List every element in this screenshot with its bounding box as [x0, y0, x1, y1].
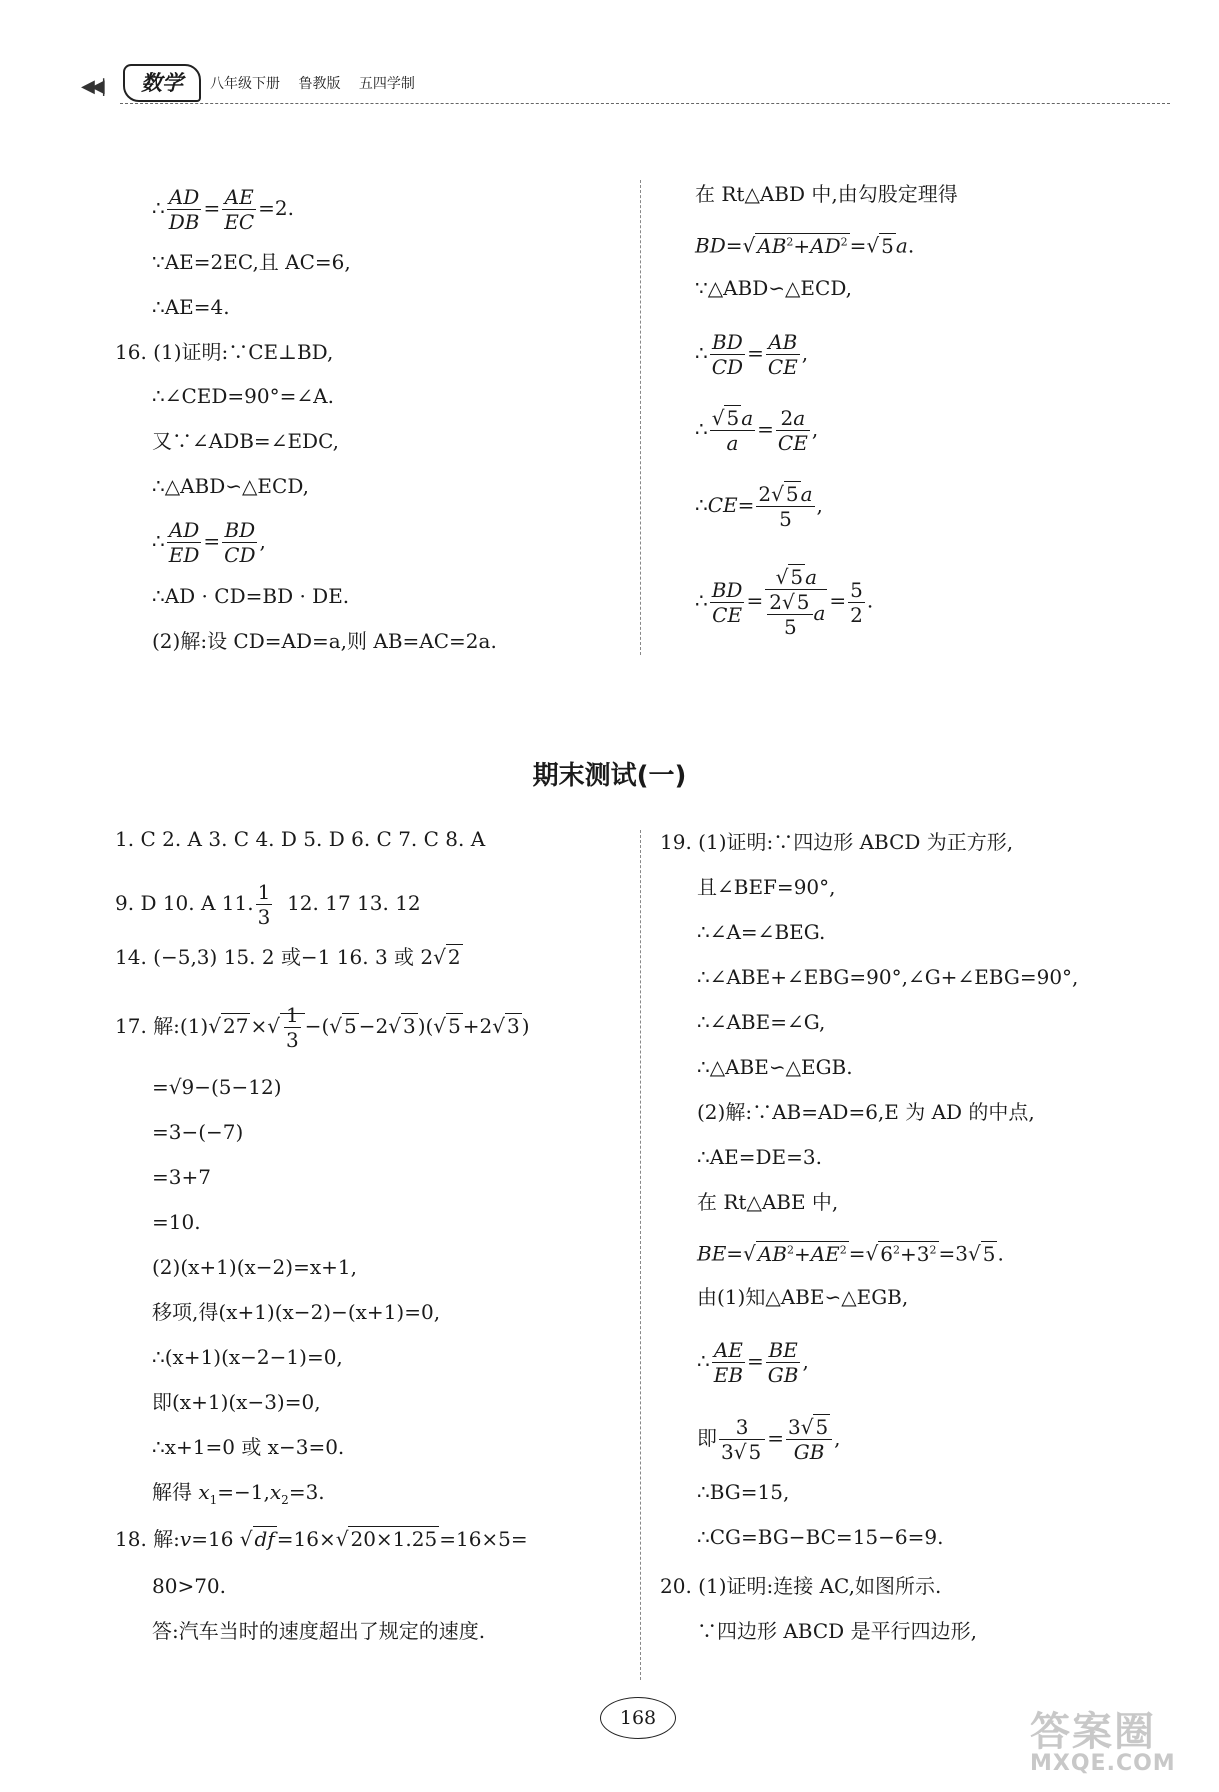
column-divider-top — [640, 180, 641, 655]
problem-17-heading: 17. 解:(1)√ 27 ×√ $\frac{1}{3}$ −(√ 5 −2√ 3 )(√ 5 +2√ 3 ) — [115, 1003, 530, 1052]
text-line: =3+7 — [152, 1165, 211, 1189]
text-line: ∴∠ABE+∠EBG=90°,∠G+∠EBG=90°, — [697, 965, 1079, 989]
ratio-equation: ∴ $\frac{AD}{DB}$ = $\frac{AE}{EC}$ =2. — [152, 185, 294, 234]
problem-19-heading: 19. (1)证明:∵四边形 ABCD 为正方形, — [660, 830, 1014, 854]
text-line: ∴x+1=0 或 x−3=0. — [152, 1435, 345, 1459]
edition-label: 鲁教版 — [298, 76, 341, 92]
roots-line: 解得 $x_1=-1,x_2=3$. — [152, 1480, 325, 1507]
problem-16-heading: 16. (1)证明:∵CE⊥BD, — [115, 340, 334, 364]
text-line: ∴(x+1)(x−2−1)=0, — [152, 1345, 343, 1369]
pythagoras-equation: BD=√ $AB^2+AD^2$ =√ 5 a. — [695, 233, 915, 258]
final-ratio-equation: ∴ $\frac{BD}{CE}$ = √ 5 a $\frac{2√ 5}{5}$ a = $\frac{5}{2}$ . — [695, 565, 874, 639]
text-line: 在 Rt△ABD 中,由勾股定理得 — [695, 182, 958, 206]
text-line: 80>70. — [152, 1574, 227, 1598]
text-line: =10. — [152, 1210, 201, 1234]
text-line: 又∵∠ADB=∠EDC, — [152, 429, 340, 453]
ratio-equation: 即 $\frac{3}{3√ 5}$ = $\frac{3√ 5}{GB}$ , — [697, 1415, 841, 1464]
text-line: ∵△ABD∽△ECD, — [695, 276, 853, 300]
grade-label: 八年级下册 — [210, 76, 280, 92]
text-line: 移项,得(x+1)(x−2)−(x+1)=0, — [152, 1300, 441, 1324]
text-line: ∵AE=2EC,且 AC=6, — [152, 250, 351, 274]
text-line: ∴∠A=∠BEG. — [697, 920, 826, 944]
text-line: ∴∠CED=90°=∠A. — [152, 384, 334, 408]
text-line: 由(1)知△ABE∽△EGB, — [697, 1285, 909, 1309]
text-line: ∴△ABE∽△EGB. — [697, 1055, 853, 1079]
text-line: ∴AD · CD=BD · DE. — [152, 584, 350, 608]
page-header — [75, 60, 1170, 110]
text-line: 且∠BEF=90°, — [697, 875, 836, 899]
text-line: ∴△ABD∽△ECD, — [152, 474, 310, 498]
watermark-text: 答案圈 — [1030, 1709, 1156, 1755]
ratio-equation: ∴ $\frac{BD}{CD}$ = $\frac{AB}{CE}$ , — [695, 330, 809, 379]
ratio-equation: ∴ $\frac{√ 5 a}{a}$ = $\frac{2a}{CE}$ , — [695, 406, 819, 455]
text-line: (2)解:设 CD=AD=a,则 AB=AC=2a. — [152, 629, 497, 653]
subject-logo: 数学 — [123, 64, 201, 102]
text-line: ∴CG=BG−BC=15−6=9. — [697, 1525, 944, 1549]
ce-equation: ∴CE= $\frac{2√ 5 a}{5}$ , — [695, 482, 823, 531]
section-title: 期末测试(一) — [532, 761, 687, 791]
watermark-url: MXQE.COM — [1030, 1751, 1176, 1776]
ratio-equation: ∴ $\frac{AE}{EB}$ = $\frac{BE}{GB}$ , — [697, 1338, 809, 1387]
text-line: ∴AE=DE=3. — [697, 1145, 822, 1169]
text-line: ∴∠ABE=∠G, — [697, 1010, 826, 1034]
text-line: ∵四边形 ABCD 是平行四边形, — [697, 1619, 977, 1643]
answer-line: 1. C 2. A 3. C 4. D 5. D 6. C 7. C 8. A — [115, 827, 486, 851]
page-number: 168 — [600, 1697, 676, 1739]
header-rule — [120, 103, 1170, 104]
answer-line: 9. D 10. A 11. $\frac{1}{3}$ 12. 17 13. 12 — [115, 880, 421, 929]
text-line: =√9−(5−12) — [152, 1075, 282, 1099]
problem-20-heading: 20. (1)证明:连接 AC,如图所示. — [660, 1574, 942, 1598]
answer-line: 14. (−5,3) 15. 2 或−1 16. 3 或 2√ 2 — [115, 945, 461, 969]
system-label: 五四学制 — [358, 76, 415, 92]
arrow-decoration-icon: ◀◀| — [81, 76, 103, 97]
book-info — [210, 73, 429, 93]
text-line: =3−(−7) — [152, 1120, 244, 1144]
problem-18-heading: 18. 解:v=16 √ df =16×√ 20×1.25 =16×5= — [115, 1527, 528, 1551]
text-line: 答:汽车当时的速度超出了规定的速度. — [152, 1619, 486, 1643]
column-divider-bottom — [640, 830, 641, 1680]
pythagoras-equation: BE=√ $AB^2+AE^2$ =√ $6^2+3^2 =3√$ 5 . — [697, 1241, 1004, 1266]
text-line: (2)解:∵AB=AD=6,E 为 AD 的中点, — [697, 1100, 1035, 1124]
text-line: ∴BG=15, — [697, 1480, 790, 1504]
ratio-equation: ∴ $\frac{AD}{ED}$ = $\frac{BD}{CD}$ , — [152, 518, 266, 567]
text-line: 即(x+1)(x−3)=0, — [152, 1390, 321, 1414]
watermark — [1030, 1700, 1176, 1776]
text-line: 在 Rt△ABE 中, — [697, 1190, 839, 1214]
text-line: ∴AE=4. — [152, 295, 230, 319]
text-line: (2)(x+1)(x−2)=x+1, — [152, 1255, 357, 1279]
